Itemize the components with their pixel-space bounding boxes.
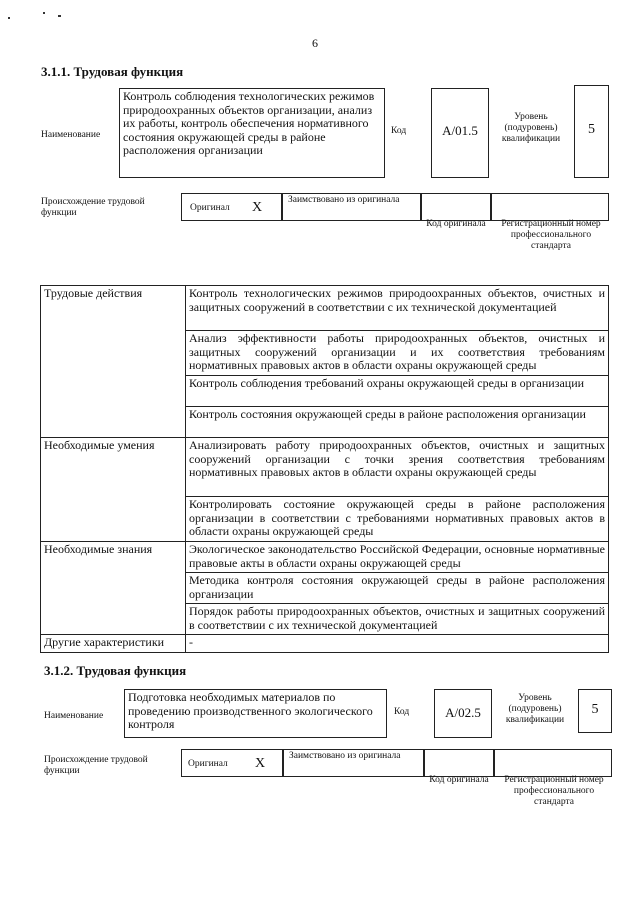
origin-label: Происхождение трудовой функции <box>44 755 148 776</box>
code-value-box <box>434 689 492 738</box>
original-label: Оригинал <box>190 203 230 213</box>
level-value: 5 <box>588 122 595 137</box>
reg-number-label: Регистрационный номер профессионального стандарта <box>504 775 604 807</box>
code-label: Код <box>394 707 410 717</box>
knowledge-item: Методика контроля состояния окружающей среды в районе расположения организации <box>186 573 609 604</box>
reg-number-box <box>491 193 609 221</box>
labor-actions-label: Трудовые действия <box>41 286 186 438</box>
code-value-box <box>431 88 489 178</box>
other-label: Другие характеристики <box>41 635 186 653</box>
level-label: Уровень (подуровень) квалификации <box>501 112 561 144</box>
skill-item: Анализировать работу природоохранных объектов, очистных и защитных сооружений организации с точки зрения соответствия требованиям нормативных правовых актов в области охраны окружающей среды <box>186 438 609 497</box>
original-box <box>181 749 283 777</box>
code-original-label: Код оригинала <box>429 775 489 785</box>
scan-speck <box>43 12 45 14</box>
code-original-box <box>424 749 494 777</box>
table-row <box>41 635 609 653</box>
name-label: Наименование <box>44 711 104 721</box>
page-number: 6 <box>312 36 318 50</box>
scan-speck <box>58 15 61 17</box>
borrowed-label: Заимствовано из оригинала <box>288 195 400 205</box>
code-value: A/02.5 <box>445 705 481 720</box>
origin-label: Происхождение трудовой функции <box>41 197 145 218</box>
code-original-box <box>421 193 491 221</box>
name-label: Наименование <box>41 130 101 140</box>
labor-action-item: Контроль соблюдения требований охраны окружающей среды в организации <box>186 376 609 407</box>
section-title: 3.1.2. Трудовая функция <box>44 663 187 678</box>
borrowed-box <box>283 749 424 777</box>
original-box <box>181 193 282 221</box>
level-label: Уровень (подуровень) квалификации <box>505 693 565 725</box>
name-value: Контроль соблюдения технологических режимов природоохранных объектов организации, анализ их работы, контроль обеспечения нормативного состояния окружающей среды в районе расположения организации <box>123 89 375 157</box>
labor-action-item: Контроль состояния окружающей среды в районе расположения организации <box>186 407 609 438</box>
code-original-label: Код оригинала <box>426 219 486 229</box>
table-row <box>41 286 609 331</box>
name-value-box <box>119 88 385 178</box>
table-row <box>41 542 609 573</box>
knowledge-item: Порядок работы природоохранных объектов, очистных и защитных сооружений в соответствии с их технической документацией <box>186 604 609 635</box>
name-value: Подготовка необходимых материалов по проведению производственного экологического контроля <box>128 690 373 731</box>
reg-number-label: Регистрационный номер профессионального стандарта <box>501 219 601 251</box>
labor-action-item: Контроль технологических режимов природоохранных объектов, очистных и защитных сооружений в соответствии с их технической документацией <box>186 286 609 331</box>
table-row <box>41 438 609 497</box>
level-value-box <box>578 689 612 733</box>
section-title: 3.1.1. Трудовая функция <box>41 64 184 79</box>
borrowed-box <box>282 193 421 221</box>
scan-speck <box>8 17 10 19</box>
code-label: Код <box>391 126 407 136</box>
knowledge-item: Экологическое законодательство Российской Федерации, основные нормативные правовые акты в области охраны окружающей среды <box>186 542 609 573</box>
knowledge-label: Необходимые знания <box>41 542 186 635</box>
level-value-box <box>574 85 609 178</box>
skills-label: Необходимые умения <box>41 438 186 542</box>
original-mark: X <box>255 756 266 771</box>
labor-function-table <box>40 285 609 653</box>
borrowed-label: Заимствовано из оригинала <box>289 751 401 761</box>
skill-item: Контролировать состояние окружающей среды в районе расположения организации в соответствии с требованиями нормативных правовых актов в области охраны окружающей среды <box>186 497 609 542</box>
other-value: - <box>186 635 609 653</box>
labor-action-item: Анализ эффективности работы природоохранных объектов, очистных и защитных сооружений организации и их соответствия требованиям нормативных правовых актов в области охраны окружающей среды <box>186 331 609 376</box>
original-mark: X <box>252 200 263 215</box>
level-value: 5 <box>591 702 599 717</box>
code-value: A/01.5 <box>442 123 478 138</box>
reg-number-box <box>494 749 612 777</box>
name-value-box <box>124 689 387 738</box>
original-label: Оригинал <box>188 759 228 769</box>
